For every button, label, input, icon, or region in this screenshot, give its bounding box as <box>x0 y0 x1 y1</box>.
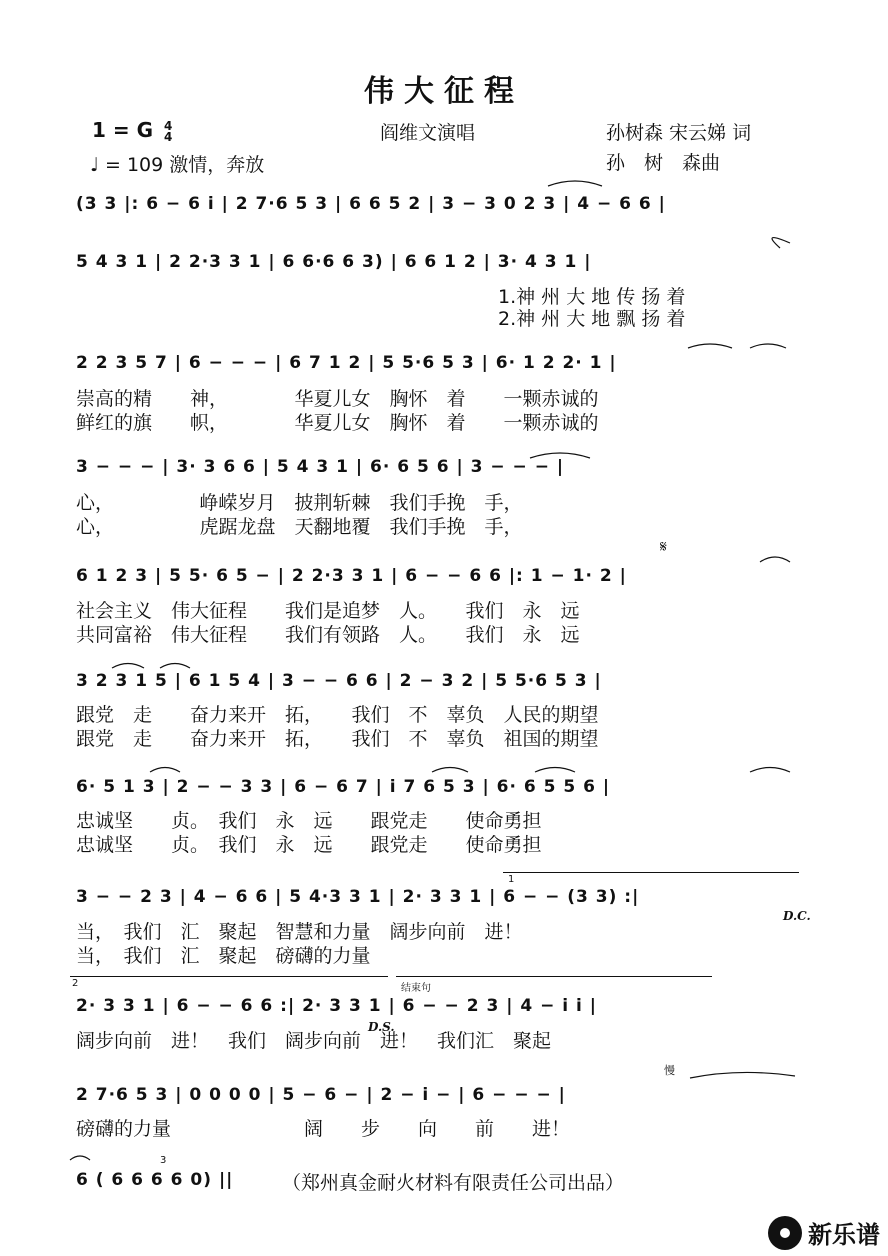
performer: 阎维文演唱 <box>380 122 476 144</box>
triplet-marking: 3 <box>160 1155 167 1166</box>
score-line-2: 5 4 3 1 | 2 2·3 3 1 | 6 6·6 6 3) | 6 6 1 2 | 3· 4 3 1 | <box>76 252 592 272</box>
volta-1-label: 1 <box>508 874 515 885</box>
lyric-line-5a: 社会主义 伟大征程 我们是追梦 人。 我们 永 远 <box>76 600 580 622</box>
lyric-line-3a: 崇高的精 神， 华夏儿女 胸怀 着 一颗赤诚的 <box>76 388 599 410</box>
time-signature-top: 4 <box>163 118 173 133</box>
score-line-1: (3 3 |: 6 − 6 i | 2 7·6 5 3 | 6 6 5 2 | 3 − 3 0 2 3 | 4 − 6 6 | <box>76 194 666 214</box>
score-line-11: 6 ( 6 6 6 6 0) || <box>76 1170 234 1190</box>
key-signature: 1 = G 4 4 <box>92 118 173 144</box>
score-line-5: 6 1 2 3 | 5 5· 6 5 − | 2 2·3 3 1 | 6 − − 6 6 |: 1 − 1· 2 | <box>76 566 627 586</box>
lyric-line-3b: 鲜红的旗 帜， 华夏儿女 胸怀 着 一颗赤诚的 <box>76 412 599 434</box>
score-line-4: 3 − − − | 3· 3 6 6 | 5 4 3 1 | 6· 6 5 6 | 3 − − − | <box>76 457 565 477</box>
segno-sign: 𝄋 <box>660 537 667 556</box>
coda-label: 结束句 <box>401 983 431 994</box>
lyric-line-5b: 共同富裕 伟大征程 我们有领路 人。 我们 永 远 <box>76 624 580 646</box>
composer: 孙 树 森曲 <box>606 152 721 174</box>
lyric-line-10a: 磅礴的力量 阔 步 向 前 进！ <box>76 1118 571 1140</box>
lyricist: 孙树森 宋云娣 词 <box>606 122 752 144</box>
brand-name: 新乐谱 <box>808 1221 880 1249</box>
lyric-line-4b: 心， 虎踞龙盘 天翻地覆 我们手挽 手， <box>76 516 523 538</box>
lyric-line-7a: 忠诚坚 贞。 我们 永 远 跟党走 使命勇担 <box>76 810 542 832</box>
score-line-10: 2 7·6 5 3 | 0 0 0 0 | 5 − 6 − | 2 − i − | 6 − − − | <box>76 1085 566 1105</box>
score-line-9: 2· 3 3 1 | 6 − − 6 6 :| 2· 3 3 1 | 6 − − 2 3 | 4 − i i | <box>76 996 597 1016</box>
lyric-line-6a: 跟党 走 奋力来开 拓， 我们 不 辜负 人民的期望 <box>76 704 599 726</box>
lyric-line-6b: 跟党 走 奋力来开 拓， 我们 不 辜负 祖国的期望 <box>76 728 599 750</box>
record-disc-icon <box>768 1216 802 1250</box>
ds-marking: D.S. <box>368 1020 395 1034</box>
dc-marking: D.C. <box>783 909 811 923</box>
slow-marking: 慢 <box>664 1064 675 1077</box>
song-title: 伟大征程 <box>364 74 524 109</box>
score-line-8: 3 − − 2 3 | 4 − 6 6 | 5 4·3 3 1 | 2· 3 3 1 | 6 − − (3 3) :| <box>76 887 640 907</box>
brand-logo <box>768 1215 880 1250</box>
lyric-line-7b: 忠诚坚 贞。 我们 永 远 跟党走 使命勇担 <box>76 834 542 856</box>
lyric-line-2a: 1.神 州 大 地 传 扬 着 <box>498 286 686 308</box>
tempo-marking: ♩ = 109 激情，奔放 <box>90 154 265 176</box>
lyric-line-8a: 当， 我们 汇 聚起 智慧和力量 阔步向前 进！ <box>76 921 523 943</box>
volta-2-label: 2 <box>72 978 79 989</box>
lyric-line-9a: 阔步向前 进！ 我们 阔步向前 进！ 我们汇 聚起 <box>76 1030 552 1052</box>
score-line-7: 6· 5 1 3 | 2 − − 3 3 | 6 − 6 7 | i 7 6 5 3 | 6· 6 5 5 6 | <box>76 777 611 797</box>
lyric-line-2b: 2.神 州 大 地 飘 扬 着 <box>498 308 686 330</box>
publisher-credit: （郑州真金耐火材料有限责任公司出品） <box>282 1172 625 1194</box>
score-line-3: 2 2 3 5 7 | 6 − − − | 6 7 1 2 | 5 5·6 5 3 | 6· 1 2 2· 1 | <box>76 353 617 373</box>
score-line-6: 3 2 3 1 5 | 6 1 5 4 | 3 − − 6 6 | 2 − 3 2 | 5 5·6 5 3 | <box>76 671 602 691</box>
lyric-line-4a: 心， 峥嵘岁月 披荆斩棘 我们手挽 手， <box>76 492 523 514</box>
lyric-line-8b: 当， 我们 汇 聚起 磅礴的力量 <box>76 945 371 967</box>
time-signature-bottom: 4 <box>163 129 173 144</box>
